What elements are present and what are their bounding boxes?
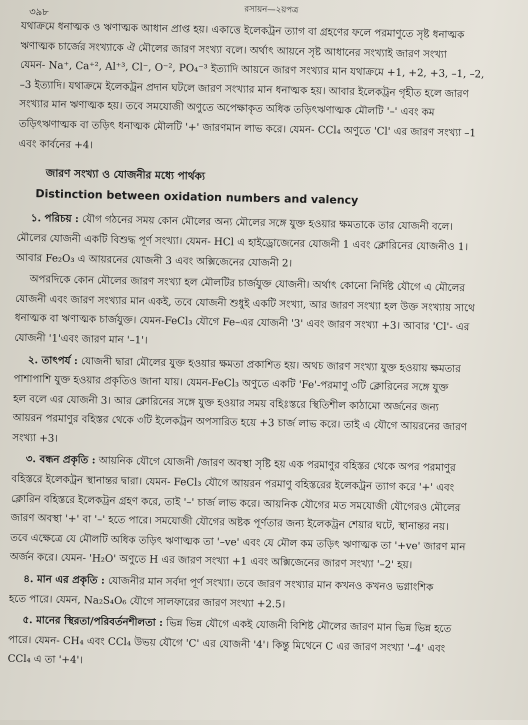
point-3-heading: ৩. বন্ধন প্রকৃতি : [25,453,96,467]
text-line: পারে। যেমন- CH₄ এবং CCl₄ উভয় যৌগে 'C' এর যোজনী '4'। কিন্তু মিথেনে C এর জারণ সংখ্যা '–4' এবং [7,634,446,655]
section-heading-bn: জারণ সংখ্যা ও যোজনীর মধ্যে পার্থক্য [45,167,206,183]
text-line: হতে পারে। যেমন, Na₂S₄O₆ যৌগে সালফারের জারণ সংখ্যা +2.5। [8,593,286,611]
text-line: ক্লোরিন বহিস্তরে ইলেকট্রন গ্রহণ করে, তাই '–' চার্জ লাভ করে। আয়নিক যৌগের মত সমযোজী যৌগেরও মৌলের [10,493,461,514]
text-line: যথাক্রমে ধনাত্মক ও ঋণাত্মক আধান প্রাপ্ত হয়। একাত্তে ইলেকট্রন ত্যাগ বা গ্রহণের ফলে পরমাণুতে সৃষ্ট ধনাত্মক [20,20,465,42]
text-line: আবার Fe₂O₃ এ আয়রনের যোজনী 3 এবং অক্সিজেনের যোজনী 2। [15,252,293,270]
text-line: সংখ্যার মান ঋণাত্মক হয়। তবে সমযোজী অণুতে অপেক্ষাকৃত অধিক তড়িৎঋণাত্মক মৌলটি '–' এবং কম [19,99,435,119]
text-line: যোজনী দ্বারা মৌলের যুক্ত হওয়ার ক্ষমতা প্রকাশিত হয়। অথচ জারণ সংখ্যা যুক্ত হওয়ায় ক্ষমতার [80,355,461,375]
text-line: আয়রন পরমাণুর বহিস্তর থেকে ৩টি ইলেকট্রন অপসারিত হয়ে +3 চার্জ লাভ করে। তাই এ যৌগে আয়রনের জারণ [12,413,468,434]
text-line: CCl₄ এ তা '+4'। [7,654,84,667]
text-line: তবে এক্ষেত্রে যে মৌলটি অধিক তড়িৎ ঋণাত্মক তা '–ve' এবং যে মৌল কম তড়িৎ ঋণাত্মক তা '+ve' জারণ মান [10,532,466,554]
text-line: –3 ইত্যাদি। যথাক্রমে ইলেকট্রন প্রদান ঘটলে জারণ সংখ্যার মান ধনাত্মক হয়। আবার ইলেকট্রন গৃহীত হলে জারণ [19,79,469,101]
page-number: ৩৯৮ [29,7,49,19]
text-line: যোজনী '1'এবং জারণ মান '–1'। [14,332,148,347]
text-line: অপরদিকে কোন মৌলের জারণ সংখ্যা হল মৌলটির চার্জযুক্ত যোজনী। অর্থাৎ কোনো নির্দিষ্ট যৌগে এ মৌলের [29,274,465,295]
text-line: এবং কার্বনের +4। [18,138,94,151]
point-5-stability [7,611,508,680]
text-line: জারণ অবস্থা '+' বা '–' হতে পারে। সমযোজী যৌগের অষ্টক পূর্ণতার জন্য ইলেকট্রন শেয়ার ঘটে, স্থানান্তর নয়। [10,512,449,534]
text-line: বহিস্তরে ইলেকট্রন স্থানান্তর দ্বারা। যেমন- FeCl₃ যৌগে আয়রন পরমাণু বহিস্তরের ইলেকট্রন ত্যাগ করে '+' এবং [11,473,455,495]
text-line: যৌগ গঠনের সময় কোন মৌলের অন্য মৌলের সঙ্গে যুক্ত হওয়ার ক্ষমতাকে তার যোজনী বলে। [81,214,454,234]
text-line: ঋণাত্মক চার্জের সংখ্যাকে ঐ মৌলের জারণ সংখ্যা বলে। অর্থাৎ আয়নে সৃষ্ট আধানের সংখ্যাই জারণ সংখ্যা [20,40,447,61]
point-2-significance [12,350,514,458]
text-line: ভিন্ন ভিন্ন যৌগে একই যোজনী বিশিষ্ট মৌলের জারণ মান ভিন্ন ভিন্ন হতে [166,618,452,636]
book-page [7,0,522,725]
text-line: হল বলে এর যোজনী 3। আর ক্লোরিনের সঙ্গে যুক্ত হওয়ার সময় বহিঃস্তরে স্থিতিশীল কাঠামো অর্জনের জন্য [13,393,439,414]
text-line: আয়নিক যৌগে যোজনী /জারণ অবস্থা সৃষ্টি হয় এক পরমাণুর বহিস্তর থেকে অপর পরমাণুর [98,456,456,475]
text-line: অর্জন করে। যেমন- 'H₂O' অণুতে H এর জারণ সংখ্যা +1 এবং অক্সিজেনের জারণ সংখ্যা '–2' হয়। [9,552,413,572]
text-line: ধনাত্মক বা ঋণাত্মক চার্জযুক্ত। যেমন-FeCl₃ যৌগে Fe–এর যোজনী '3' এবং জারণ সংখ্যা +3। আবার 'Cl'- এর [14,313,470,334]
text-line: মৌলের যোজনী একটি বিশুদ্ধ পূর্ণ সংখ্যা। যেমন- HCl এ হাইড্রোজেনের যোজনী 1 এবং ক্লোরিনের যোজনীও 1। [16,232,469,254]
running-title: রসায়ন—২য়পত্র [244,4,299,16]
intro-paragraph [18,17,521,165]
point-2-heading: ২. তাৎপর্য : [27,353,78,367]
point-1-continued [14,270,516,359]
text-line: যেমন- Na⁺, Ca⁺², Al⁺³, Cl⁻, O⁻², PO₄⁻³ ইত্যাদি আয়নে জারণ সংখ্যার মান যথাক্রমে +1, +2, +3, –1, –2, [19,60,485,81]
text-line: তড়িৎঋণাত্মক বা তড়িৎ ধনাত্মক মৌলটি '+' জারণমান লাভ করে। যেমন- CCl₄ অণুতে 'Cl' এর জারণ সংখ্যা –1 [18,118,477,140]
point-4-heading: ৪. মান এর প্রকৃতি : [23,573,105,587]
point-5-heading: ৫. মানের স্থিরতা/পরিবর্তনশীলতা : [22,614,164,630]
text-line: পাশাপাশি যুক্ত হওয়ার প্রকৃতিও জানা যায়। যেমন-FeCl₃ অণুতে একটি 'Fe'-পরমাণু ৩টি ক্লোরিনের সঙ্গে যুক্ত [13,373,449,394]
point-1-heading: ১. পরিচয় : [30,212,79,226]
section-heading-en: Distinction between oxidation numbers and valency [35,186,359,207]
point-1-introduction [16,209,517,278]
text-line: সংখ্যা +3। [12,432,59,445]
point-3-bond-nature [10,450,512,578]
text-line: যোজনী এবং জারণ সংখ্যার মান একই, তবে যোজনী শুধুই একটি সংখ্যা, আর জারণ সংখ্যা হল উক্ত সংখ্যায় সাথে [15,293,475,315]
text-line: যোজনীর মান সর্বদা পূর্ণ সংখ্যা। তবে জারণ সংখ্যার মান কখনও কখনও ভগ্নাংশিক [107,575,434,594]
